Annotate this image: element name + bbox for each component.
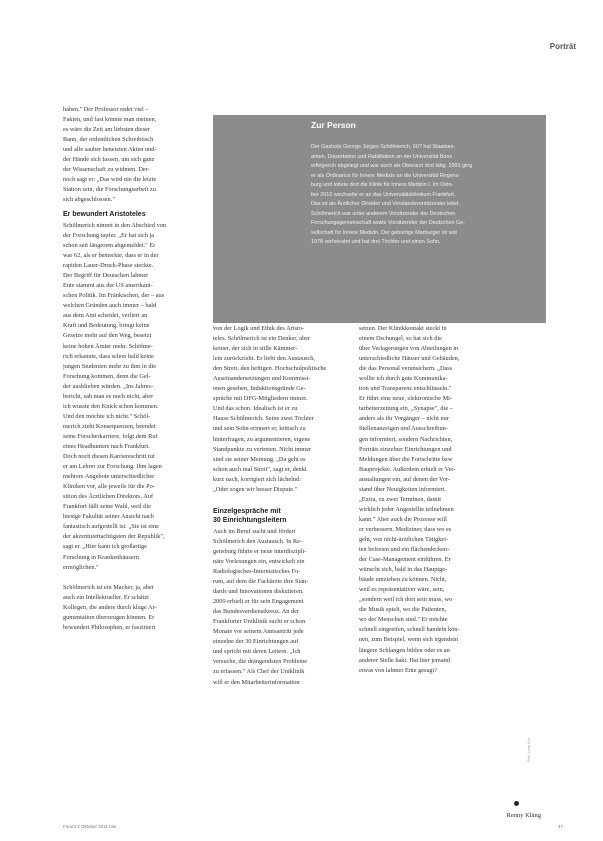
column-right: [359, 324, 521, 676]
column-middle: [213, 324, 353, 688]
column-left: [63, 105, 203, 633]
paragraph: haben." Der Professor redet viel – Fakten, und fast könnte man meinen, es wäre die Zeit am liebsten dieser Bann, der ordentlichen Schreibtisch und alle sauber benetzten Akten und- der Hände sich fassen, um sich ganz der Wissenschaft zu widmen. Der- noch sagt er: „Das wird nie die letzte Station sein, die Forschungsarbeit zu sich abgeschlossen.": [63, 106, 157, 204]
author-signature: Renny Kläng: [506, 812, 541, 819]
page-number: 47: [557, 824, 563, 829]
photo-credit: Foto: Lena Sch.: [527, 737, 531, 762]
paragraph: Schölmerich nimmt in den Abschied von der Forschung tapfer. „Er hat sich ja schon seit längerem abgemeldet." Er war 62, als er bemerkte, dass er in der rapiden Lauer-Druck-Phase steckte. Der Begriff für Deutschen lahmer Ente stammt aus der US amerikani- schen Politik. Im Fränkischen, der – aus welchen Gründen auch immer – bald aus dem Amt scheidet, verliert an Kraft und Bedeutung, bringt keine Gesetze mehr auf den Weg, besetzt keine hohen Ämter mehr. Schölme- rich erkannte, dass schon bald keine jungen Studenten mehr zu ihm in die Forschung kommen, denn die Gel- der ausblieben würden. „Ins Jahres- bericht, sah man es noch nicht, aber ich wusste den Knick schon kommen. Und den möchte ich nicht." Schöl- merich zieht Konsequenzen, beendet seine Forscherkarriere, folgt dem Ruf eines Headhunters nach Frankfurt. Doch noch diesen Karriereschritt tut er am Lehrer zur Forschung. Ihm lagen mehrere Angebote unterschiedlicher Kliniken vor, alle jeweils für die Po- sition des Ärztlichen Direktors. Auf Frankfurt fällt seine Wahl, weil die hiesige Fakultät seiner Ansicht nach fantastisch aufgestellt ist. „Sie ist eine der akzentuiertachtigsten der Republik", sagt er. „Hier kann ich großartige Forschung in Krankenhäusern ermöglichen.": [63, 221, 167, 571]
subheading: Einzelgespräche mit 30 Einrichtungsleitern: [213, 507, 287, 525]
subheading: Er bewundert Aristoteles: [63, 211, 146, 219]
paragraph: setzen. Der Klinikkontakt steckt in einem Dschungel, so hat sich die über Verlagerungen von Abteilungen in unterschiedliche Häuser und Gebäuden, die das Personal verunsichern. „Dass wollte ich durch gute Kommunika- tion und Transparenz entschlüsseln." Er führt eine neue, elektronische Mi- tarbeiterzeitung ein, „Synapse", die – anders als ihr Vorgänger – nicht nur Stellenanzeigen und Ausschreibun- gen informiert, sondern Nachrichten, Porträts einzelner Einrichtungen und Meldungen über die Fortschritte bzw Bauprojekte. Außerdem erhielt er Ver- anstaltungen ein, auf denen der Vor- stand über Neuigkeiten informiert. „Extra, zu zwei Terminen, damit wirklich jeder Angestellte teilnehmen kann." Aber auch die Prozesse will er verbessern. Mediziner, dass wo es geht, von nicht-ärztlichen Tätigkei- ten befreien und ein flächendecken- der Case-Management einführen. Er wünscht sich, bald in das Hauptge- bäude umziehen zu können. Nicht, weil es repräsentativer wäre, sein, „sondern weil ich dort sein muss, wo die Musik spielt, wo die Patienten, wo der Menschen sind." Er möchte schnell eingreifen, schnell handeln kön- nen, zum Beispiel, wenn sich irgendein längere Schlangen bilden oder es an anderer Stelle hakt. Hat hier jemand etwas von lahmer Ente gesagt?: [359, 325, 460, 674]
paragraph: Auch im Beruf sucht und fördert Schölmerich den Austausch. In Re- gensburg führte er neue interdiszipli- näre Vorlesungen ein, entwickelt ein Radiologisches-Internistisches Fo- rum, auf dem die Fachärzte ihre Stan- dards und Innovationen diskutieren. 2009 erhielt er für sein Engagement das Bundesverdienstkreuz. An der Frankfurter Uniklinik sucht er schon Monate vor seinem Amtsantritt jede einzelne der 30 Einrichtungen auf und spricht mit deren Leitern. „Ich versuche, die drängendsten Probleme zu erfassen." Als Chef der Uniklinik will er den Mitarbeiterinformation: [213, 527, 309, 686]
paragraph: Schölmerich ist ein Macher, ja, aber auch ein Intellektueller. Er schätzt Kollegen, die andere durch kluge Ar- gumentation überzeugen können. Er bewundert Philosophen, er fasziniert: [63, 583, 157, 631]
paragraph: von der Logik und Ethik des Aristo- teles. Schölmerich ist ein Denker, aber keiner, der sich in stille Kämmer- lein zurückzieht. Er liebt den Austausch, den Streit, den heftigen. Hochschulpolitische Auseinandersetzungen und Kommissi- onen gesehen, Induktionsgründe Ge- spräche mit DFG-Mitgliedern immer. Und das schon. Idealisch ist er zu Hause Schölmerich. Seine zwei Töchter und sein Sohn erinnert er, kritisch zu hinterfragen, zu argumentieren, eigene Standpunkte zu vertreten. Nicht immer sind sie seiner Meinung. „Da geht es schon auch mal Streit", sagt er, denkt kurz nach, korrigiert sich lächelnd: „Oder sogen wir besser Dispute.": [213, 325, 327, 493]
section-label: Porträt: [549, 42, 576, 51]
sidebar-box: [213, 115, 546, 323]
sidebar-box-title: Zur Person: [311, 120, 356, 130]
footer-publication: Forum 2 Oktober 2011 hier: [63, 824, 117, 829]
end-mark-icon: [514, 801, 519, 806]
sidebar-box-text: Der Gastrolo George Jürges Schölmerich, 60? hat Staatsex- amen, Dissertation und Habilitation an der Universität Bonn erfolgreich abgelegt und war auch als Oberarzt dort tätig. 1991 ging er als Ordinarius für Innere Medizin an die Universität Regens- burg und leitete dort die Klinik für Innere Medizin I. Im Okto- ber 2010 wechselte er an das Universitätsklinikum Frankfurt. Das ist als Ärztlicher Direktor und Vorstandsvorsitzender leitet. Schölmerich war unter anderem Vorsitzender der Deutschen Forschungsgemeinschaft sowie Vorsitzender der Deutschen Ge- sellschaft für Innere Medizin. Der gebürtige Marburger ist seit 1978 verheiratet und hat drei Töchter und einen Sohn.: [311, 144, 473, 245]
